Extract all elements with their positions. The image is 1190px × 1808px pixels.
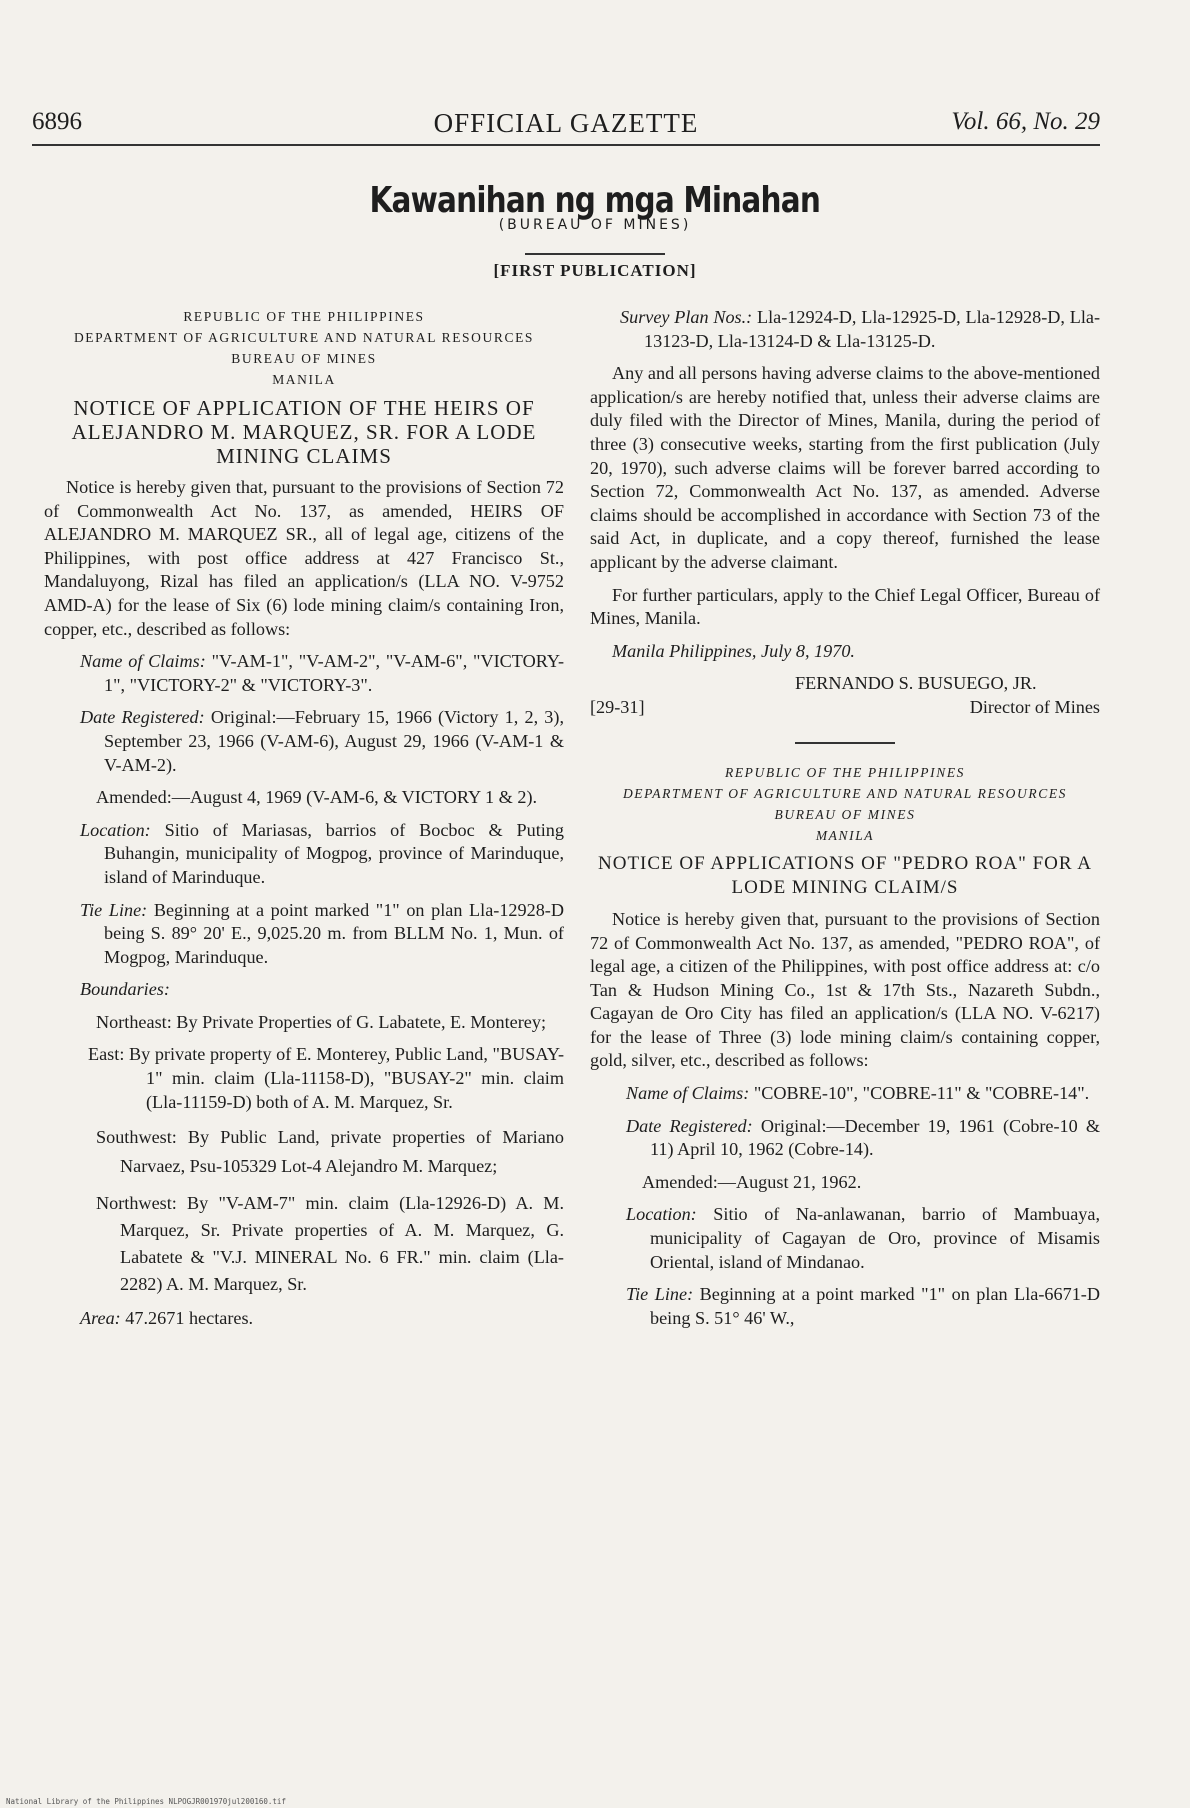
boundary-northwest: Northwest: By "V-AM-7" min. claim (Lla-12926-D) A. M. Marquez, Sr. Private properties of A. M. Marquez, G. Labatete & "V.J. MINERAL No. 6 FR." min. claim (Lla-2282) A. M. Marquez, Sr. xyxy=(96,1193,564,1295)
claims-label: Name of Claims: xyxy=(80,651,206,672)
page-number: 6896 xyxy=(32,108,82,135)
notice-title: NOTICE OF APPLICATIONS OF "PEDRO ROA" FOR A LODE MINING CLAIM/S xyxy=(598,852,1092,898)
notice-title: NOTICE OF APPLICATION OF THE HEIRS OF ALEJANDRO M. MARQUEZ, SR. FOR A LODE MINING CLAIMS xyxy=(71,396,537,468)
tieline-label: Tie Line: xyxy=(626,1284,694,1305)
location-value: Sitio of Na-anlawanan, barrio of Mambuaya, municipality of Cagayan de Oro, province of Misamis Oriental, island of Mindanao. xyxy=(650,1204,1101,1272)
running-head xyxy=(32,108,1100,146)
issuer-line: DEPARTMENT OF AGRICULTURE AND NATURAL RESOURCES xyxy=(622,785,1068,801)
tieline-value: Beginning at a point marked "1" on plan Lla-12928-D being S. 89° 20' E., 9,025.20 m. from BLLM No. 1, Mun. of Mogpog, Marinduque. xyxy=(104,899,564,967)
issuer-line: REPUBLIC OF THE PHILIPPINES xyxy=(183,309,425,324)
publication-note: [FIRST PUBLICATION] xyxy=(493,261,697,280)
tieline-label: Tie Line: xyxy=(80,899,148,920)
tieline-value: Beginning at a point marked "1" on plan Lla-6671-D being S. 51° 46' W., xyxy=(650,1284,1100,1328)
signatory-title: Director of Mines xyxy=(969,696,1100,717)
dateline: Manila Philippines, July 8, 1970. xyxy=(612,640,855,661)
issuer-line: BUREAU OF MINES xyxy=(231,351,377,366)
location-label: Location: xyxy=(80,819,151,840)
issuer-line: MANILA xyxy=(815,827,875,843)
claims-value: "COBRE-10", "COBRE-11" & "COBRE-14". xyxy=(753,1083,1090,1104)
masthead-rule xyxy=(525,253,665,255)
agency-tagalog-title: Kawanihan ng mga Minahan xyxy=(369,180,821,221)
amended-entry: Amended:—August 21, 1962. xyxy=(642,1171,862,1192)
survey-plan-label: Survey Plan Nos.: xyxy=(620,307,753,327)
issuer-line: REPUBLIC OF THE PHILIPPINES xyxy=(724,764,966,780)
issuer-line: BUREAU OF MINES xyxy=(774,806,916,822)
issuer-line: DEPARTMENT OF AGRICULTURE AND NATURAL RESOURCES xyxy=(73,330,535,345)
notice-intro: Notice is hereby given that, pursuant to the provisions of Section 72 of Commonwealth Act No. 137, as amended, "PEDRO ROA", of legal age, a citizen of the Philippines, with post office address at: c/o Tan & Hudson Mining Co., 1st & 17th Sts., Nazareth Subdn., Cagayan de Oro City has filed an application/s (LLA NO. V-6217) for the lease of Three (3) lode mining claim/s containing copper, gold, silver, etc., described as follows: xyxy=(590,908,1100,1071)
issuer-block xyxy=(590,762,1100,846)
location-entry xyxy=(626,1203,1100,1274)
claims-entry xyxy=(626,1082,1100,1106)
area-entry xyxy=(80,1307,564,1331)
survey-plan-value: Lla-12924-D, Lla-12925-D, Lla-12928-D, Lla-13123-D, Lla-13124-D & Lla-13125-D. xyxy=(644,307,1100,351)
date-value: Original:—February 15, 1966 (Victory 1, 2, 3), September 23, 1966 (V-AM-6), August 29, 1966 (V-AM-1 & V-AM-2). xyxy=(104,707,564,775)
boundaries-label: Boundaries: xyxy=(80,979,170,1000)
amended-entry: Amended:—August 4, 1969 (V-AM-6, & VICTORY 1 & 2). xyxy=(96,787,538,808)
adverse-claims-paragraph: Any and all persons having adverse claims to the above-mentioned application/s are hereby notified that, unless their adverse claims are duly filed with the Director of Mines, Manila, during the period of three (3) consecutive weeks, starting from the first publication (July 20, 1970), such adverse claims will be forever barred according to Section 72, Commonwealth Act No. 137, as amended. Adverse claims should be accomplished in accordance with Section 73 of the said Act, in duplicate, and a copy thereof, furnished the lease applicant by the adverse claimant. xyxy=(590,363,1100,572)
masthead xyxy=(0,180,1190,281)
signatory-name: FERNANDO S. BUSUEGO, JR. xyxy=(795,673,1037,694)
claims-label: Name of Claims: xyxy=(626,1083,750,1104)
area-label: Area: xyxy=(80,1308,121,1329)
agency-english-title: (BUREAU OF MINES) xyxy=(498,217,692,233)
boundary-southwest: Southwest: By Public Land, private properties of Mariano Narvaez, Psu-105329 Lot-4 Alejandro M. Marquez; xyxy=(96,1127,564,1177)
boundary-northeast: Northeast: By Private Properties of G. Labatete, E. Monterey; xyxy=(96,1011,547,1032)
issuer-line: MANILA xyxy=(272,372,336,387)
survey-plan-entry xyxy=(620,306,1100,353)
gazette-title: OFFICIAL GAZETTE xyxy=(433,108,699,138)
volume-number: Vol. 66, No. 29 xyxy=(951,108,1100,135)
date-value: Original:—December 19, 1961 (Cobre-10 & 11) April 10, 1962 (Cobre-14). xyxy=(650,1115,1101,1160)
scan-credit: National Library of the Philippines NLPOGJR001970jul200160.tif xyxy=(6,1797,286,1806)
issue-reference: [29-31] xyxy=(590,696,645,717)
section-divider xyxy=(795,742,895,744)
further-particulars: For further particulars, apply to the Chief Legal Officer, Bureau of Mines, Manila. xyxy=(590,584,1100,629)
notice-intro: Notice is hereby given that, pursuant to the provisions of Section 72 of Commonwealth Act No. 137, as amended, HEIRS OF ALEJANDRO M. MARQUEZ SR., all of legal age, citizens of the Philippines, with post office address at 427 Francisco St., Mandaluyong, Rizal has filed an application/s (LLA NO. V-9752 AMD-A) for the lease of Six (6) lode mining claim/s containing Iron, copper, etc., described as follows: xyxy=(44,477,564,639)
date-label: Date Registered: xyxy=(80,707,205,728)
location-entry xyxy=(80,819,564,890)
right-column xyxy=(590,306,1100,1330)
left-column xyxy=(44,306,564,1331)
claims-entry xyxy=(80,650,564,697)
tieline-entry xyxy=(626,1283,1100,1330)
location-value: Sitio of Mariasas, barrios of Bocboc & Puting Buhangin, municipality of Mogpog, province of Marinduque, island of Marinduque. xyxy=(104,819,564,887)
date-entry xyxy=(626,1115,1100,1162)
location-label: Location: xyxy=(626,1204,697,1225)
signature-row xyxy=(590,696,1100,720)
tieline-entry xyxy=(80,899,564,970)
date-entry xyxy=(80,706,564,777)
boundary-east: East: By private property of E. Monterey, Public Land, "BUSAY-1" min. claim (Lla-11158-D), "BUSAY-2" min. claim (Lla-11159-D) both of A. M. Marquez, Sr. xyxy=(88,1044,564,1112)
area-value: 47.2671 hectares. xyxy=(125,1308,254,1329)
issuer-block xyxy=(44,306,564,390)
claims-value: "V-AM-1", "V-AM-2", "V-AM-6", "VICTORY-1", "VICTORY-2" & "VICTORY-3". xyxy=(104,651,565,695)
date-label: Date Registered: xyxy=(626,1115,753,1136)
